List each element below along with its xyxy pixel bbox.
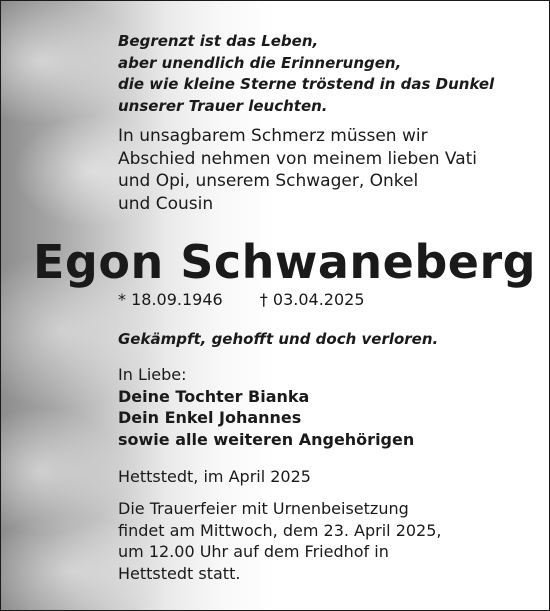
mourner-name: sowie alle weiteren Angehörigen bbox=[118, 429, 415, 449]
service-line: findet am Mittwoch, dem 23. April 2025, bbox=[118, 520, 442, 540]
memorial-verse bbox=[118, 31, 529, 117]
life-dates bbox=[118, 290, 365, 310]
mourner-name: Deine Tochter Bianka bbox=[118, 386, 310, 406]
motto: Gekämpft, gehofft und doch verloren. bbox=[118, 330, 439, 348]
place-and-date: Hettstedt, im April 2025 bbox=[118, 467, 311, 486]
service-line: Die Trauerfeier mit Urnenbeisetzung bbox=[118, 499, 409, 518]
service-line: Hettstedt statt. bbox=[118, 563, 241, 583]
verse-line: aber unendlich die Erinnerungen, bbox=[118, 53, 402, 72]
funeral-service-info bbox=[118, 498, 529, 584]
verse-line: die wie kleine Sterne tröstend in das Dunkel bbox=[118, 75, 495, 93]
birth-date: * 18.09.1946 bbox=[118, 290, 223, 309]
intro-line: Abschied nehmen von meinem lieben Vati bbox=[118, 148, 478, 169]
verse-line: Begrenzt ist das Leben, bbox=[118, 32, 319, 50]
death-date: † 03.04.2025 bbox=[259, 290, 365, 309]
deceased-name: Egon Schwaneberg bbox=[33, 235, 537, 289]
intro-line: In unsagbarem Schmerz müssen wir bbox=[118, 126, 428, 146]
mourner-name: Dein Enkel Johannes bbox=[118, 408, 302, 427]
mourners-heading: In Liebe: bbox=[118, 365, 187, 384]
verse-line: unserer Trauer leuchten. bbox=[118, 96, 328, 115]
farewell-intro bbox=[118, 125, 529, 215]
intro-line: und Opi, unserem Schwager, Onkel bbox=[118, 171, 419, 191]
text-block-top bbox=[118, 31, 529, 215]
intro-line: und Cousin bbox=[118, 193, 214, 214]
service-line: um 12.00 Uhr auf dem Friedhof in bbox=[118, 542, 389, 561]
mourners-block bbox=[118, 364, 414, 450]
